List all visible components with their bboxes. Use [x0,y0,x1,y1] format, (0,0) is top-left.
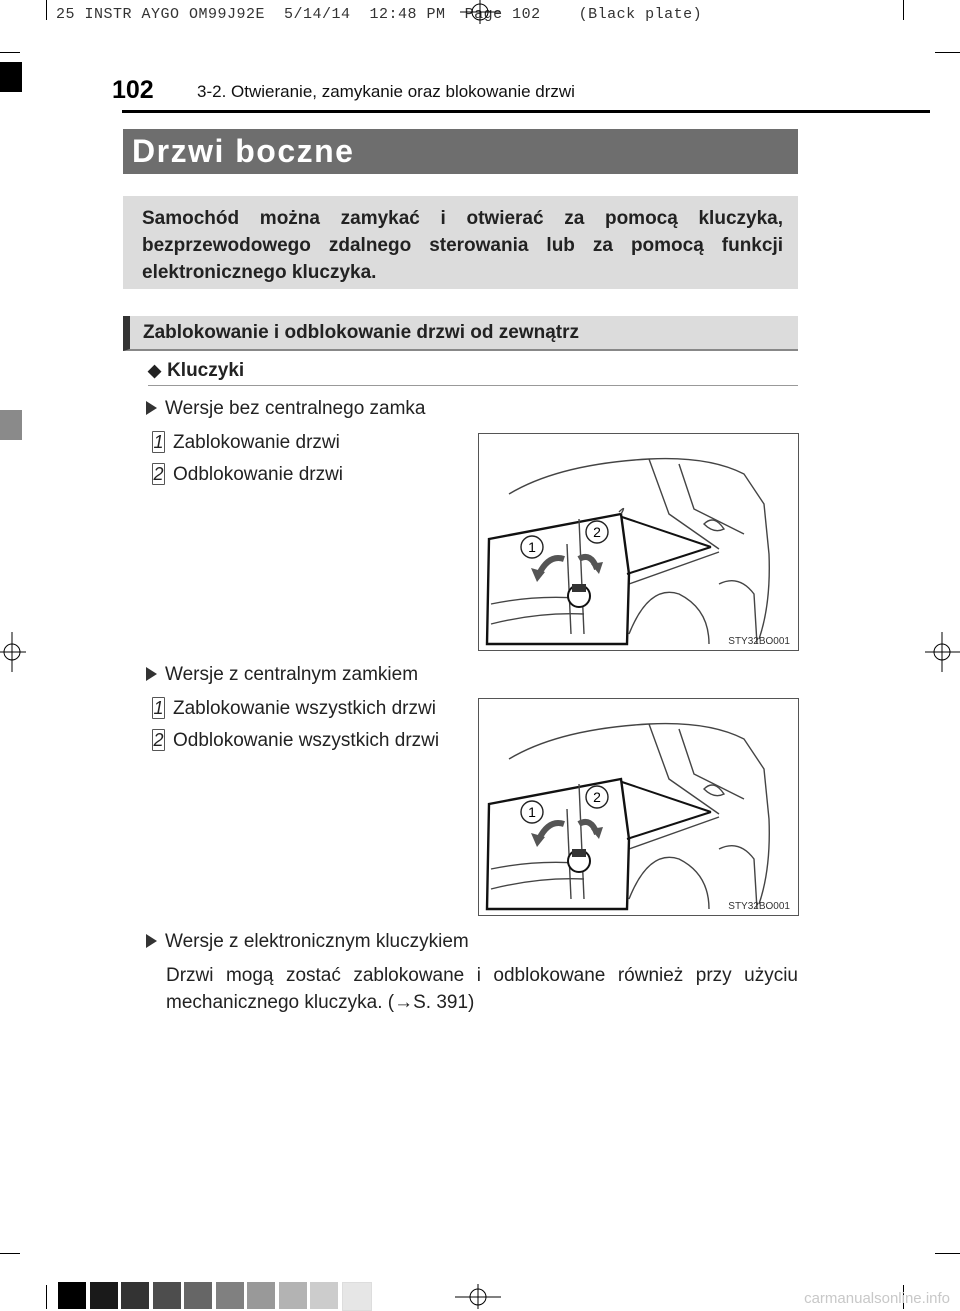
car-door-illustration [479,699,800,917]
figure-key-lock [478,433,799,651]
item-text: Odblokowanie drzwi [173,464,344,485]
item-text: Zablokowanie wszystkich drzwi [173,698,436,719]
variant-note: Drzwi mogą zostać zablokowane i odblokowane również przy użyciu mechanicznego kluczyka. (→S. 391) [166,965,798,1013]
item-text: Odblokowanie wszystkich drzwi [173,730,440,751]
gray-swatch [310,1282,338,1309]
subheading: Zablokowanie i odblokowanie drzwi od zewnątrz [143,322,579,343]
header-rule [122,110,930,113]
gray-swatch [216,1282,244,1309]
gray-swatch [121,1282,149,1309]
chapter-tab [0,62,22,92]
variant-label [146,664,418,686]
print-header: 25 INSTR AYGO OM99J92E 5/14/14 12:48 PM Page 102 (Black plate) [56,6,703,23]
gray-swatch [342,1282,372,1311]
intro-box [123,196,798,289]
crop-mark [935,1253,960,1254]
item-text: Zablokowanie drzwi [173,432,340,453]
crop-mark [0,1253,20,1254]
item-number: 1 [153,432,164,452]
variant-label [146,931,469,953]
callout-2: 2 [593,789,601,805]
figure-key-central-lock [478,698,799,916]
item-number: 2 [153,464,164,484]
gray-swatch [279,1282,307,1309]
crop-mark [46,1285,47,1309]
section-title: 3-2. Otwieranie, zamykanie oraz blokowanie drzwi [197,82,575,101]
keys-heading-label: Kluczyki [167,360,245,381]
gray-swatch [184,1282,212,1309]
list-item [152,431,340,454]
gray-swatch [247,1282,275,1309]
triangle-bullet-icon [146,667,157,681]
page-title-band [123,129,798,174]
crop-mark [46,0,47,20]
keys-rule [148,385,798,386]
page-number: 102 [112,76,154,104]
triangle-bullet-icon [146,934,157,948]
variant-label-text: Wersje z centralnym zamkiem [165,664,419,685]
variant-label [146,398,426,420]
callout-1: 1 [528,804,536,820]
callout-2: 2 [593,524,601,540]
registration-mark [455,1284,501,1309]
figure-code: STY32BO001 [728,901,790,912]
grayscale-strip [58,1282,375,1311]
gray-swatch [153,1282,181,1309]
crop-mark [903,0,904,20]
keys-heading [148,360,244,382]
list-item [152,463,343,486]
crop-mark [0,52,20,53]
item-number: 2 [153,730,164,750]
car-door-illustration [479,434,800,652]
variant-label-text: Wersje bez centralnego zamka [165,398,426,419]
watermark: carmanualsonline.info [804,1290,950,1307]
intro-text: Samochód można zamykać i otwierać za pomocą kluczyka, bezprzewodowego zdalnego sterowania lub za pomocą funkcji elektronicznego kluczyka. [142,208,783,283]
gray-swatch [58,1282,86,1309]
registration-mark [0,632,26,672]
subheading-band [123,316,798,351]
triangle-bullet-icon [146,401,157,415]
list-item [152,697,436,720]
crop-mark [935,52,960,53]
gray-swatch [90,1282,118,1309]
registration-mark [925,632,960,672]
chapter-tab-active [0,410,22,440]
figure-code: STY32BO001 [728,636,790,647]
callout-1: 1 [528,539,536,555]
registration-mark [460,0,500,24]
list-item [152,729,439,752]
variant-label-text: Wersje z elektronicznym kluczykiem [165,931,469,952]
page-title: Drzwi boczne [132,133,355,169]
diamond-icon: ◆ [148,361,162,380]
item-number: 1 [153,698,164,718]
